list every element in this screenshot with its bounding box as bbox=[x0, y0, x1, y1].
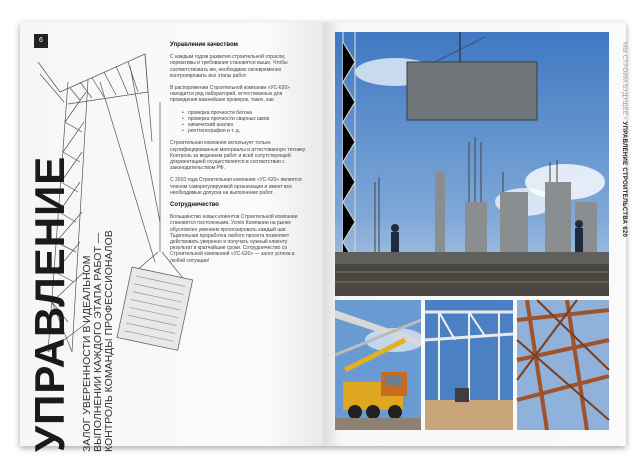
truck-crane-photo bbox=[335, 300, 421, 430]
list-item: • проверка прочности бетона bbox=[182, 110, 310, 116]
side-caption: МЫ СТРОИМ БУДУЩЕЕ · УПРАВЛЕНИЕ СТРОИТЕЛЬСТВА 620 bbox=[621, 42, 627, 238]
paragraph: Большинство новых клиентов Строительной компании становятся постоянными. Успех Компании на рынке обусловлен умением прогнозировать каждый шаг. Тщательная проработка любого проекта позволяет действовать уверенно и получать нужный клиенту результат в кратчайшие сроки. Сотрудничество со Строительной компанией «УС-620» — залог успеха в любой ситуации! bbox=[170, 214, 298, 264]
brochure-spread bbox=[20, 22, 627, 452]
left-page-number: 6 bbox=[34, 34, 48, 48]
subtitle-line: ЗАЛОГ УВЕРЕННОСТИ В ИДЕАЛЬНОМ bbox=[81, 255, 93, 452]
page-subtitle bbox=[81, 230, 115, 452]
steel-beams-photo bbox=[517, 300, 609, 430]
paragraph: С 2010 года Строительная компания «УС-620» является членом саморегулируемой организации и имеет все необходимые допуски на выполнение работ. bbox=[170, 177, 302, 196]
right-page bbox=[323, 22, 626, 446]
right-page-number: 7 bbox=[613, 42, 617, 48]
paragraph: С каждым годом развития строительной отрасли, нормативы и требования становятся выше. Чтобы соответствовать им, необходимо своевременно контролировать все этапы работ. bbox=[170, 54, 288, 79]
list-item: • рентгенография и т. д. bbox=[182, 128, 310, 134]
list-item: • проверка прочности сварных швов bbox=[182, 116, 310, 122]
subtitle-line: ВЫПОЛНЕНИИ КАЖДОГО ЭТАПА РАБОТ — bbox=[92, 232, 104, 452]
paragraph: Строительная компания использует только сертифицированные материалы и аттестованную технику. Контроль за ведением работ и всей сопутствующей документацией осуществляется в соответствии с законодательством РФ. bbox=[170, 140, 307, 172]
left-page bbox=[20, 22, 323, 452]
subtitle-line: КОНТРОЛЬ КОМАНДЫ ПРОФЕССИОНАЛОВ bbox=[103, 230, 115, 452]
checks-list bbox=[182, 110, 310, 135]
paragraph: В распоряжении Строительной компании «УС-620» находится ряд лабораторий, аттестованных для проведения важнейших проверок, таких, как: bbox=[170, 85, 290, 104]
page-title: УПРАВЛЕНИЕ bbox=[26, 155, 73, 452]
side-caption-dark: УПРАВЛЕНИЕ СТРОИТЕЛЬСТВА 620 bbox=[621, 121, 627, 238]
text-column bbox=[170, 42, 310, 270]
side-caption-gray: МЫ СТРОИМ БУДУЩЕЕ bbox=[621, 42, 627, 116]
steel-frame-photo bbox=[425, 300, 513, 430]
list-item: • химический анализ bbox=[182, 122, 310, 128]
section-heading-quality: Управление качеством bbox=[170, 42, 238, 48]
section-heading-cooperation: Сотрудничество bbox=[170, 202, 219, 209]
construction-site-photo bbox=[335, 32, 609, 296]
